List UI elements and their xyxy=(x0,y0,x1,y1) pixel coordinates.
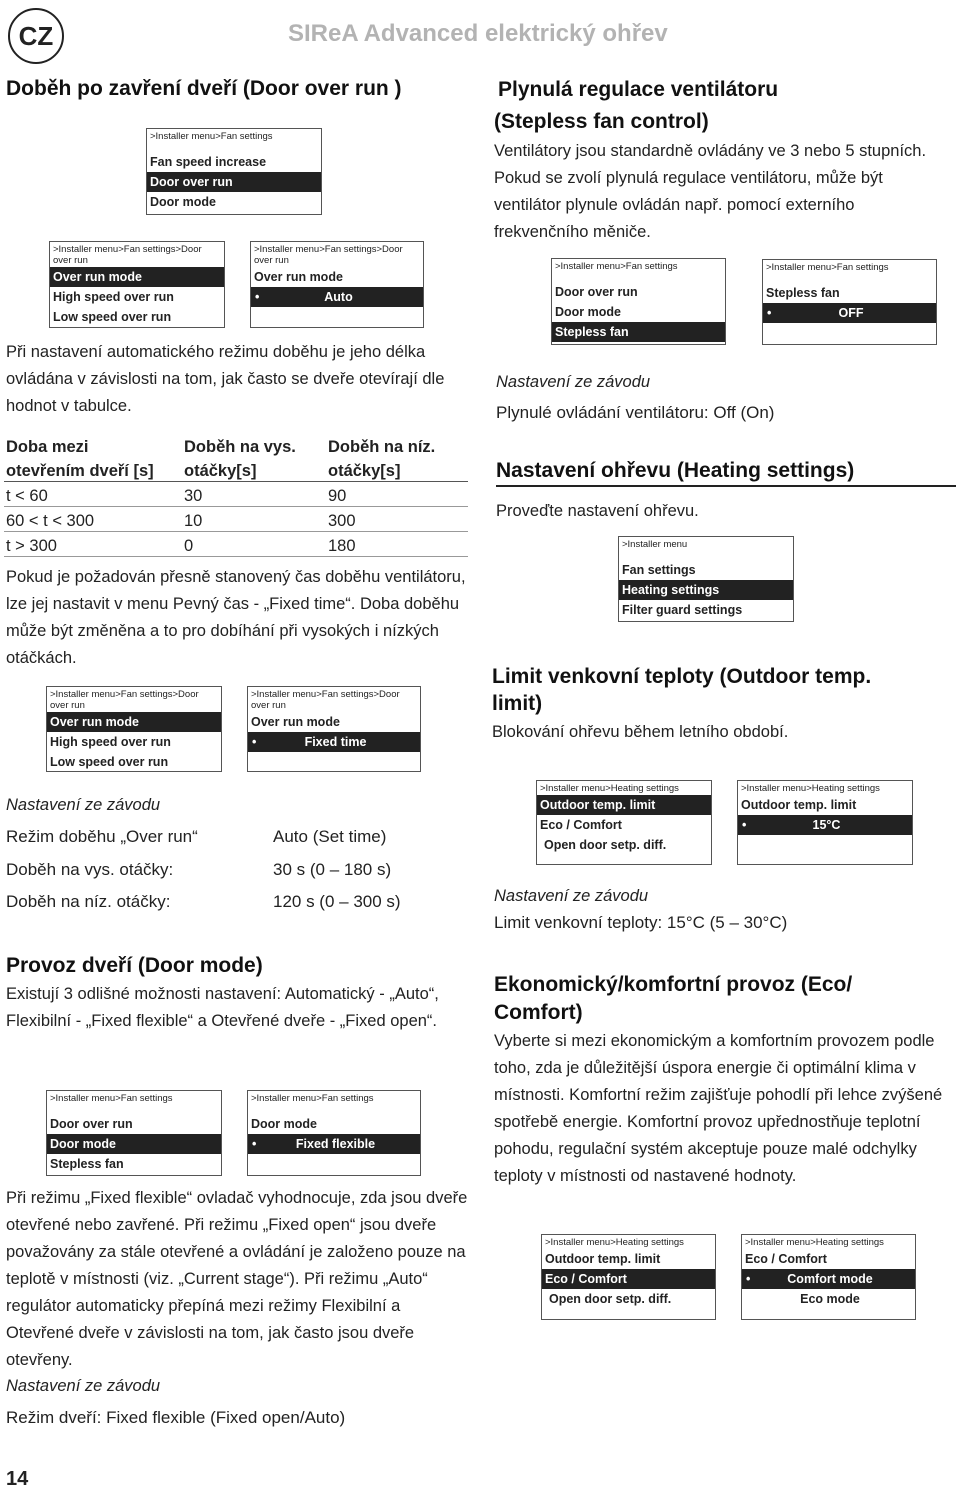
page-number: 14 xyxy=(6,1468,29,1490)
menu-item-selected: Over run mode xyxy=(47,712,221,732)
paragraph: Při nastavení automatického režimu doběhu je jeho délka ovládána v závislosti na tom, jak často se dveře otevírají dle hodnot v tabulce. xyxy=(6,343,445,415)
table-cell: 180 xyxy=(326,532,468,557)
menu-door-over-run xyxy=(49,241,225,328)
menu-item-selected: Heating settings xyxy=(619,580,793,600)
menu-title: Door mode xyxy=(251,1117,317,1131)
factory-settings-label: Nastavení ze závodu xyxy=(6,796,161,814)
document-title: SIReA Advanced elektrický ohřev xyxy=(288,20,668,47)
table-cell: 300 xyxy=(326,507,468,532)
menu-item-selected: Over run mode xyxy=(50,267,224,287)
menu-path: >Installer menu>Heating settings xyxy=(745,1237,884,1248)
table-cell: 10 xyxy=(182,507,326,532)
menu-item: Low speed over run xyxy=(50,755,169,769)
factory-settings-label: Nastavení ze závodu xyxy=(6,1377,161,1395)
table-cell: 30 xyxy=(182,482,326,507)
menu-path: >Installer menu>Fan settings>Door over run xyxy=(53,244,202,266)
paragraph: Existují 3 odlišné možnosti nastavení: Automatický - „Auto“, Flexibilní - „Fixed flexible“ a Otevřené dveře - „Fixed open“. xyxy=(6,985,439,1030)
section-title-heating-settings: Nastavení ohřevu (Heating settings) xyxy=(496,459,855,482)
factory-key: Doběh na níz. otáčky: xyxy=(6,892,171,911)
factory-value: Režim dveří: Fixed flexible (Fixed open/Auto) xyxy=(6,1408,346,1427)
menu-heating-settings xyxy=(541,1234,716,1320)
menu-path: >Installer menu>Fan settings>Door over run xyxy=(251,689,400,711)
factory-value: 30 s (0 – 180 s) xyxy=(273,860,392,879)
menu-item: Door mode xyxy=(150,195,216,209)
section-title-outdoor-temp-limit: Limit venkovní teploty (Outdoor temp. xyxy=(492,665,872,688)
run-time-table xyxy=(4,433,468,557)
table-cell: 90 xyxy=(326,482,468,507)
menu-item: Fan speed increase xyxy=(150,155,267,169)
table-header: otáčky[s] xyxy=(326,457,468,482)
menu-path: >Installer menu>Fan settings>Door over run xyxy=(254,244,403,266)
table-row xyxy=(4,532,468,557)
table-header: Doběh na níz. xyxy=(328,438,436,456)
menu-fan-settings xyxy=(46,1090,222,1176)
table-header: Doběh na vys. xyxy=(184,438,296,456)
factory-value: 120 s (0 – 300 s) xyxy=(273,892,401,911)
menu-item: Filter guard settings xyxy=(622,603,743,617)
factory-value: Limit venkovní teploty: 15°C (5 – 30°C) xyxy=(494,913,788,932)
paragraph: Ventilátory jsou standardně ovládány ve 3 nebo 5 stupních. Pokud se zvolí plynulá regulace ventilátoru, může být ventilátor plynule ovládán např. pomocí externího frekvenčního měniče. xyxy=(494,142,927,241)
menu-outdoor-temp-limit xyxy=(737,780,913,865)
menu-path: >Installer menu>Fan settings xyxy=(50,1093,173,1104)
menu-value-selected: • 15°C xyxy=(738,815,912,835)
menu-path: >Installer menu>Fan settings xyxy=(555,261,678,272)
menu-path: >Installer menu xyxy=(622,539,688,550)
menu-value-selected: • Fixed time xyxy=(248,732,420,752)
language-badge: CZ xyxy=(8,8,64,64)
section-subtitle-stepless-fan: (Stepless fan control) xyxy=(494,110,709,133)
menu-item-selected: Door mode xyxy=(47,1134,221,1154)
table-cell: 60 < t < 300 xyxy=(4,507,182,532)
menu-value-selected: • Fixed flexible xyxy=(248,1134,420,1154)
menu-stepless-fan xyxy=(762,259,937,345)
menu-value-selected: • Auto xyxy=(251,287,423,307)
menu-over-run-mode xyxy=(250,241,424,328)
paragraph: Vyberte si mezi ekonomickým a komfortním provozem podle toho, zda je důležitější úspora energie či optimální klima v místnosti. Komfortní režim zajišťuje pohodlí při lehce zvýšené spotřebě energie. Komfortní provoz upřednostňuje teplotní pohodu, regulační systém akceptuje pouze malé odchylky teploty v místnosti od nastavené hodnoty. xyxy=(494,1032,943,1185)
table-header: otáčky[s] xyxy=(182,457,326,482)
factory-settings-label: Nastavení ze závodu xyxy=(496,373,651,391)
section-title-stepless-fan: Plynulá regulace ventilátoru xyxy=(498,78,779,101)
table-cell: t < 60 xyxy=(4,482,182,507)
factory-settings-label: Nastavení ze závodu xyxy=(494,887,649,905)
menu-path: >Installer menu>Fan settings xyxy=(766,262,889,273)
menu-path: >Installer menu>Fan settings>Door over run xyxy=(50,689,199,711)
menu-item: Outdoor temp. limit xyxy=(545,1252,661,1266)
menu-path: >Installer menu>Fan settings xyxy=(150,131,273,142)
menu-item-selected: Outdoor temp. limit xyxy=(537,795,711,815)
table-row xyxy=(4,482,468,507)
table-cell: t > 300 xyxy=(4,532,182,557)
section-subtitle-outdoor-temp-limit: limit) xyxy=(492,692,543,715)
menu-eco-comfort xyxy=(741,1234,916,1320)
menu-fan-settings xyxy=(551,258,726,345)
section-title-eco-comfort: Ekonomický/komfortní provoz (Eco/ xyxy=(494,973,853,996)
menu-item: Fan settings xyxy=(622,563,696,577)
menu-path: >Installer menu>Heating settings xyxy=(741,783,880,794)
menu-over-run-mode xyxy=(247,686,421,772)
paragraph: Pokud je požadován přesně stanovený čas doběhu ventilátoru, lze jej nastavit v menu Pevný čas - „Fixed time“. Doba doběhu může být změněna a to pro dobíhání při vysokých i nízkých otáčkách. xyxy=(6,568,466,667)
table-header: otevřením dveří [s] xyxy=(4,457,182,482)
menu-title: Outdoor temp. limit xyxy=(741,798,857,812)
menu-item-selected: Eco / Comfort xyxy=(542,1269,715,1289)
section-title-door-mode: Provoz dveří (Door mode) xyxy=(6,954,263,977)
menu-value: Eco mode xyxy=(800,1292,860,1306)
factory-key: Režim doběhu „Over run“ xyxy=(6,827,198,846)
menu-value-selected: • OFF xyxy=(763,303,936,323)
menu-path: >Installer menu>Heating settings xyxy=(540,783,679,794)
menu-item: Eco / Comfort xyxy=(540,818,622,832)
menu-title: Over run mode xyxy=(254,270,343,284)
section-title-door-over-run: Doběh po zavření dveří (Door over run ) xyxy=(6,77,402,100)
menu-item: Low speed over run xyxy=(53,310,172,324)
menu-path: >Installer menu>Fan settings xyxy=(251,1093,374,1104)
factory-value: Auto (Set time) xyxy=(273,827,387,846)
menu-item: Door over run xyxy=(50,1117,133,1131)
paragraph: Proveďte nastavení ohřevu. xyxy=(496,502,699,520)
menu-installer xyxy=(618,536,794,622)
menu-item: Open door setp. diff. xyxy=(544,838,667,852)
section-subtitle-eco-comfort: Comfort) xyxy=(494,1001,583,1024)
menu-title: Over run mode xyxy=(251,715,340,729)
menu-door-mode xyxy=(247,1090,421,1176)
menu-heating-settings xyxy=(536,780,712,865)
menu-item-selected: Stepless fan xyxy=(552,322,725,342)
paragraph: Při režimu „Fixed flexible“ ovladač vyhodnocuje, zda jsou dveře otevřené nebo zavřené. Při režimu „Fixed open“ jsou dveře považovány za stále otevřené a ovládání je založeno pouze na teplotě v místnosti (viz. „Current stage“). Při režimu „Auto“ regulátor automaticky přepíná mezi režimy Flexibilní a Otevřené dveře v závislosti na tom, jak často jsou dveře otevřeny. xyxy=(6,1189,468,1369)
menu-title: Eco / Comfort xyxy=(745,1252,827,1266)
menu-item: Open door setp. diff. xyxy=(549,1292,672,1306)
menu-door-over-run xyxy=(46,686,222,772)
menu-fan-settings xyxy=(146,128,322,215)
factory-key: Doběh na vys. otáčky: xyxy=(6,860,174,879)
menu-item: Door over run xyxy=(555,285,638,299)
table-header: Doba mezi xyxy=(6,438,89,456)
menu-path: >Installer menu>Heating settings xyxy=(545,1237,684,1248)
menu-item: Door mode xyxy=(555,305,621,319)
table-row xyxy=(4,507,468,532)
menu-item: Stepless fan xyxy=(50,1157,124,1171)
factory-value: Plynulé ovládání ventilátoru: Off (On) xyxy=(496,403,775,422)
menu-item-selected: Door over run xyxy=(147,172,321,192)
section-divider xyxy=(496,485,956,487)
menu-item: High speed over run xyxy=(50,735,171,749)
table-cell: 0 xyxy=(182,532,326,557)
menu-item: High speed over run xyxy=(53,290,174,304)
paragraph: Blokování ohřevu během letního období. xyxy=(492,723,789,741)
menu-title: Stepless fan xyxy=(766,286,840,300)
menu-value-selected: • Comfort mode xyxy=(742,1269,915,1289)
